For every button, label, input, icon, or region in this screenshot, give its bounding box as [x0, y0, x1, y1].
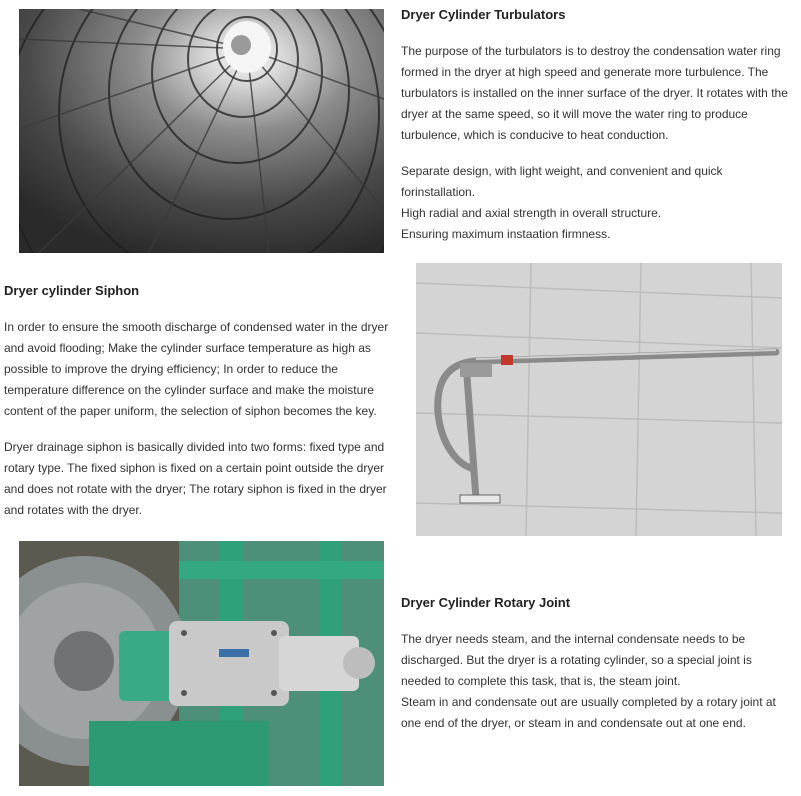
rotary-joint-photo — [19, 541, 384, 786]
siphon-photo — [416, 263, 782, 536]
turbulators-features: Separate design, with light weight, and convenient and quick forinstallation. High radial and axial strength in overall structure. Ensuring maximum instaation firmness. — [401, 164, 723, 241]
siphon-types: Dryer drainage siphon is basically divided into two forms: fixed type and rotary type. The fixed siphon is fixed on a certain point outside the dryer and does not rotate with the dryer; The rotary siphon is fixed in the dryer and rotates with the dryer. — [4, 440, 387, 517]
turbulator-photo — [19, 9, 384, 253]
rotary-joint-heading: Dryer Cylinder Rotary Joint — [401, 595, 571, 610]
rotary-joint-description: The dryer needs steam, and the internal condensate needs to be discharged. But the dryer is a rotating cylinder, so a special joint is needed to complete this task, that is, the steam joint. Steam in and condensate out are usually completed by a rotary joint at one end of the dryer, or steam in and condensate out at one end. — [401, 632, 776, 730]
siphon-description: In order to ensure the smooth discharge of condensed water in the dryer and avoid flooding; Make the cylinder surface temperature as high as possible to improve the drying efficiency; In order to reduce the temperature difference on the cylinder surface and make the moisture content of the paper uniform, the selection of siphon becomes the key. — [4, 320, 389, 418]
turbulators-description: The purpose of the turbulators is to destroy the condensation water ring formed in the dryer at high speed and generate more turbulence. The turbulators is installed on the inner surface of the dryer. It rotates with the dryer at the same speed, so it will move the water ring to produce turbulence, which is conducive to heat conduction. — [401, 44, 788, 142]
turbulators-heading: Dryer Cylinder Turbulators — [401, 7, 566, 22]
siphon-heading: Dryer cylinder Siphon — [4, 283, 140, 298]
